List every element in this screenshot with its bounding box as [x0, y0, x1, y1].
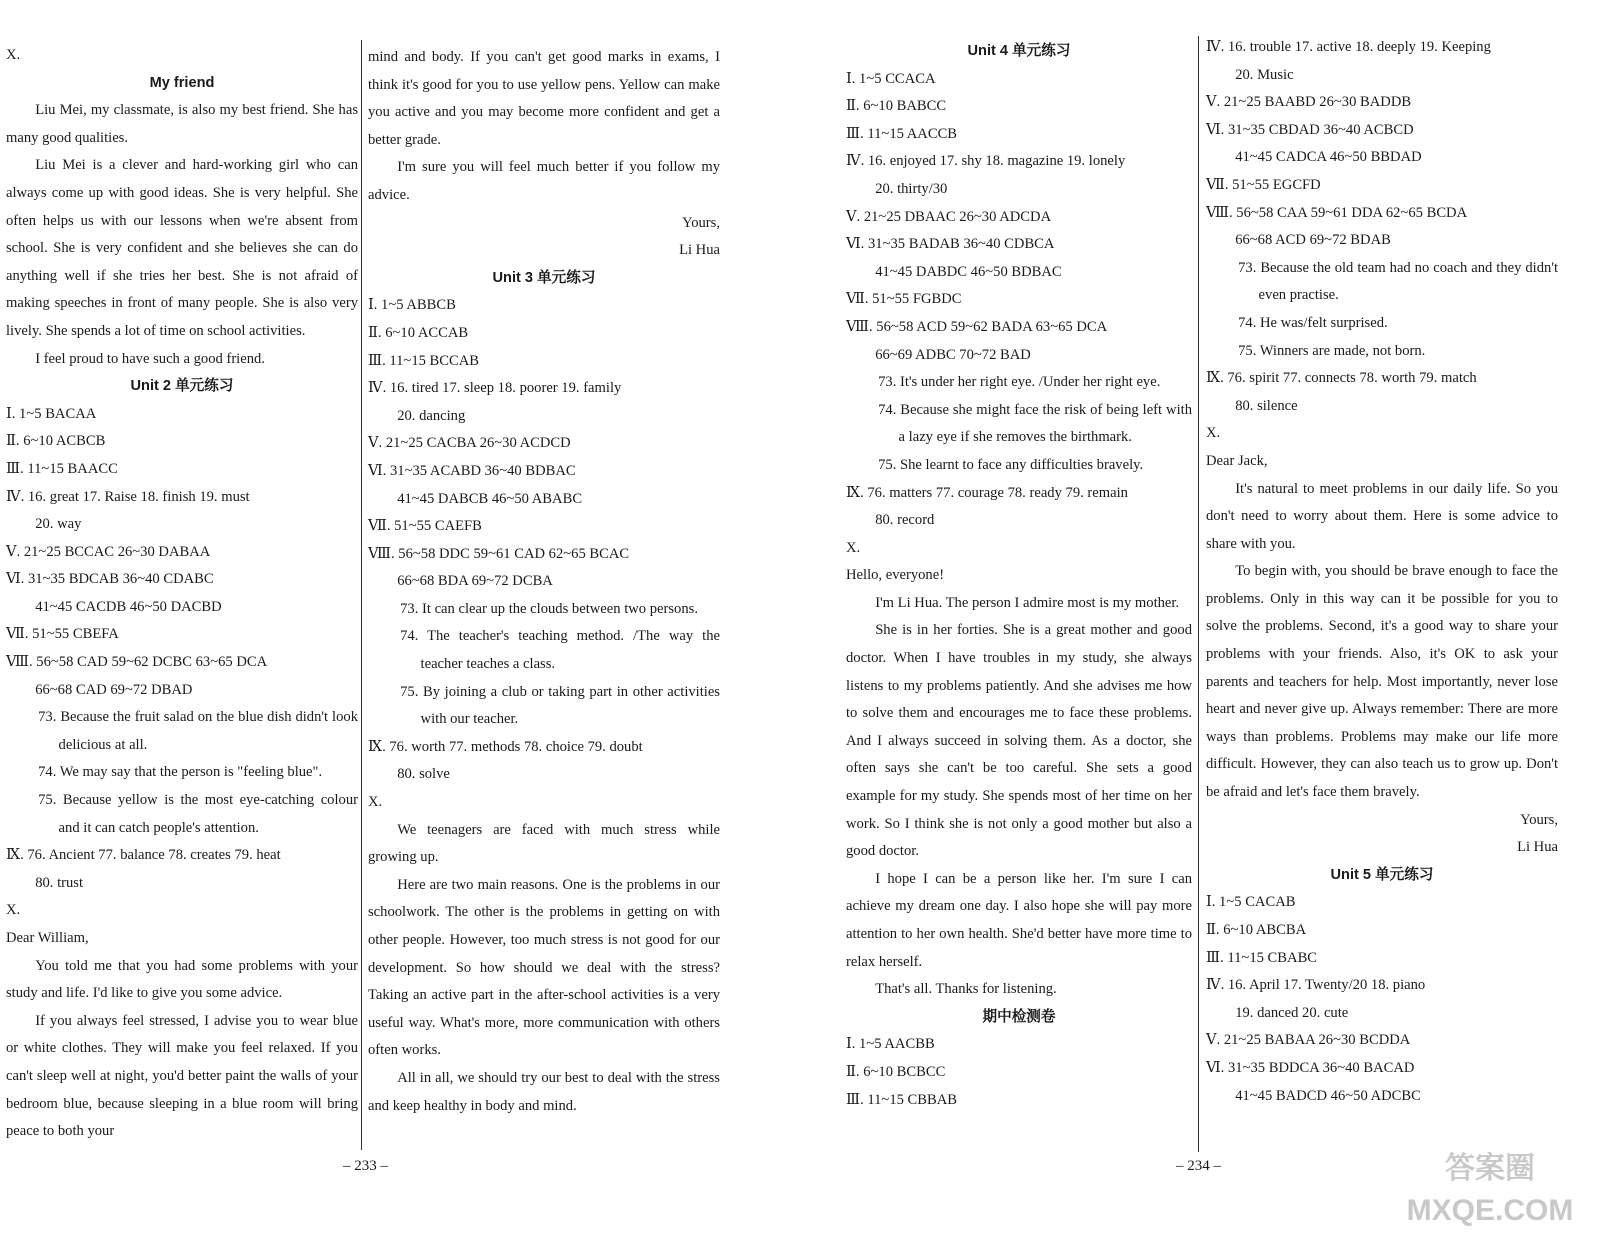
text-line: 41~45 CADCA 46~50 BBDAD: [1235, 149, 1422, 166]
text-line: Ⅱ. 6~10 BCBCC: [846, 1063, 946, 1080]
text-line: Ⅸ. 76. worth 77. methods 78. choice 79. doubt: [368, 738, 643, 755]
text-line: Ⅶ. 51~55 CBEFA: [6, 626, 119, 643]
text-line: Ⅱ. 6~10 ABCBA: [1206, 922, 1307, 938]
text-line: 75. By joining a club or taking part in other activities with our teacher.: [400, 683, 720, 728]
text-line: Ⅴ. 21~25 BCCAC 26~30 DABAA: [6, 543, 211, 560]
text-line: Ⅵ. 31~35 CBDAD 36~40 ACBCD: [1206, 121, 1414, 138]
text-line: Ⅴ. 21~25 BAABD 26~30 BADDB: [1206, 94, 1412, 111]
text-line: Ⅲ. 11~15 BAACC: [6, 460, 118, 477]
text-line: 75. She learnt to face any difficulties bravely.: [878, 456, 1144, 473]
text-line: Ⅰ. 1~5 AACBB: [846, 1036, 935, 1053]
text-line: 74. We may say that the person is "feeling blue".: [38, 764, 323, 781]
column-2: [368, 44, 720, 1120]
text-line: Ⅶ. 51~55 EGCFD: [1206, 176, 1321, 193]
text-line: All in all, we should try our best to deal with the stress and keep healthy in body and mind.: [368, 1069, 720, 1114]
text-line: She is in her forties. She is a great mother and good doctor. When I have troubles in my study, she always listens to my problems patiently. And she advises me how to solve them and encourages me to face these problems. And I always succeed in solving them. As a doctor, she often says she can't be too careful. She sets a good example for my study. She spends most of her time on her work. So I think she is not only a good mother but also a good doctor.: [846, 622, 1192, 860]
text-line: 74. He was/felt surprised.: [1238, 314, 1388, 331]
text-line: We teenagers are faced with much stress while growing up.: [368, 821, 720, 866]
text-line: Dear Jack,: [1206, 452, 1268, 469]
text-line: Ⅰ. 1~5 ABBCB: [368, 297, 456, 314]
text-line: Ⅵ. 31~35 BADAB 36~40 CDBCA: [846, 236, 1055, 253]
text-line: I hope I can be a person like her. I'm sure I can achieve my dream one day. I also hope she will pay more attention to her own health. She'd better have more time to relax herself.: [846, 870, 1192, 970]
text-line: X.: [6, 47, 21, 63]
text-line: Ⅴ. 21~25 DBAAC 26~30 ADCDA: [846, 208, 1052, 225]
text-line: 20. dancing: [397, 407, 466, 424]
text-line: Ⅸ. 76. matters 77. courage 78. ready 79. remain: [846, 484, 1128, 501]
text-line: Ⅷ. 56~58 CAD 59~62 DCBC 63~65 DCA: [6, 654, 268, 671]
text-line: 41~45 DABCB 46~50 ABABC: [397, 490, 583, 507]
text-line: 73. It can clear up the clouds between two persons.: [400, 600, 698, 617]
text-line: Dear William,: [6, 930, 89, 946]
text-line: Ⅱ. 6~10 ACCAB: [368, 324, 469, 341]
page-number-left: – 233 –: [343, 1158, 388, 1174]
text-line: 80. trust: [35, 874, 84, 891]
text-line: 66~68 BDA 69~72 DCBA: [397, 573, 553, 590]
text-line: Ⅲ. 11~15 CBABC: [1206, 949, 1318, 966]
text-line: 80. solve: [397, 766, 450, 783]
text-line: Liu Mei, my classmate, is also my best friend. She has many good qualities.: [6, 102, 358, 146]
text-line: 20. Music: [1235, 66, 1294, 83]
text-line: 74. Because she might face the risk of being left with a lazy eye if she removes the birthmark.: [878, 401, 1192, 446]
text-line: Yours,: [682, 214, 720, 231]
text-line: I'm sure you will feel much better if you follow my advice.: [368, 159, 720, 203]
section-heading: Unit 5 单元练习: [1330, 866, 1434, 883]
text-line: Ⅳ. 16. enjoyed 17. shy 18. magazine 19. lonely: [846, 153, 1126, 170]
text-line: Ⅷ. 56~58 DDC 59~61 CAD 62~65 BCAC: [368, 545, 630, 562]
text-line: Ⅰ. 1~5 CCACA: [846, 70, 936, 87]
text-line: X.: [6, 902, 21, 919]
text-line: 73. Because the fruit salad on the blue dish didn't look delicious at all.: [38, 709, 358, 753]
text-line: Yours,: [1520, 811, 1558, 828]
text-line: Ⅶ. 51~55 FGBDC: [846, 291, 962, 308]
text-line: 66~69 ADBC 70~72 BAD: [875, 346, 1031, 363]
text-line: 19. danced 20. cute: [1235, 1004, 1349, 1021]
text-line: Liu Mei is a clever and hard-working girl who can always come up with good ideas. She is very helpful. She often helps us with our lessons when we're absent from school. She is very confident and she believes she can do anything well if she tries her best. She is not afraid of making speeches in front of many people. She is also very lively. She spends a lot of time on school activities.: [6, 157, 358, 339]
column-3: [846, 38, 1192, 1114]
text-line: 80. silence: [1235, 397, 1298, 414]
text-line: 20. way: [35, 516, 82, 533]
text-line: 75. Winners are made, not born.: [1238, 342, 1426, 359]
column-4: [1206, 34, 1558, 1110]
text-line: Here are two main reasons. One is the problems in our schoolwork. The other is the problems in getting on with other people. However, too much stress is not good for our development. So how should we deal with the stress? Taking an active part in the after-school activities is a very useful way. What's more, more communication with others often works.: [368, 876, 720, 1059]
text-line: 80. record: [875, 512, 935, 529]
text-line: Ⅴ. 21~25 BABAA 26~30 BCDDA: [1206, 1032, 1411, 1049]
text-line: mind and body. If you can't get good marks in exams, I think it's good for you to use yellow pens. Yellow can make you active and you may become more confident and get a better grade.: [368, 49, 720, 148]
watermark-logo: [1390, 1136, 1590, 1236]
text-line: 74. The teacher's teaching method. /The way the teacher teaches a class.: [400, 628, 720, 673]
text-line: 41~45 CACDB 46~50 DACBD: [35, 598, 222, 615]
text-line: Ⅳ. 16. trouble 17. active 18. deeply 19. Keeping: [1206, 39, 1491, 55]
text-line: Ⅲ. 11~15 CBBAB: [846, 1091, 958, 1108]
text-line: X.: [368, 794, 383, 811]
text-line: Ⅳ. 16. April 17. Twenty/20 18. piano: [1206, 977, 1426, 994]
watermark-line-2: MXQE.COM: [1406, 1194, 1574, 1227]
text-line: Ⅸ. 76. Ancient 77. balance 78. creates 79. heat: [6, 847, 281, 864]
column-divider-right: [1198, 36, 1199, 1152]
text-line: Ⅲ. 11~15 BCCAB: [368, 352, 480, 369]
text-line: Ⅵ. 31~35 BDCAB 36~40 CDABC: [6, 571, 214, 588]
text-line: 73. It's under her right eye. /Under her right eye.: [878, 374, 1161, 391]
text-line: Ⅷ. 56~58 CAA 59~61 DDA 62~65 BCDA: [1206, 204, 1468, 221]
text-line: 66~68 CAD 69~72 DBAD: [35, 681, 193, 698]
text-line: Ⅵ. 31~35 BDDCA 36~40 BACAD: [1206, 1059, 1415, 1076]
text-line: Li Hua: [1517, 839, 1558, 856]
text-line: Ⅸ. 76. spirit 77. connects 78. worth 79. match: [1206, 370, 1477, 387]
text-line: 75. Because yellow is the most eye-catching colour and it can catch people's attention.: [38, 792, 358, 836]
text-line: 73. Because the old team had no coach and they didn't even practise.: [1238, 259, 1558, 304]
column-divider-left: [361, 40, 362, 1150]
text-line: Ⅳ. 16. tired 17. sleep 18. poorer 19. family: [368, 380, 622, 397]
text-line: That's all. Thanks for listening.: [875, 981, 1057, 998]
text-line: Ⅱ. 6~10 ACBCB: [6, 433, 106, 450]
text-line: 20. thirty/30: [875, 180, 948, 197]
text-line: X.: [846, 539, 861, 556]
text-line: Li Hua: [679, 242, 720, 259]
text-line: Ⅰ. 1~5 BACAA: [6, 405, 97, 422]
text-line: Ⅱ. 6~10 BABCC: [846, 98, 947, 115]
section-heading: Unit 4 单元练习: [967, 43, 1071, 59]
text-line: To begin with, you should be brave enough to face the problems. Only in this way can it be possible for you to solve the problems. Second, it's a good way to share your problems with your friends. Also, it's OK to ask your parents and teachers for help. Most importantly, never lose heart and never give up. Always remember: There are more ways than problems. Problems may make our life more difficult. However, they can also teach us to grow up. Don't be afraid and let's face them bravely.: [1206, 563, 1558, 801]
text-line: I feel proud to have such a good friend.: [35, 350, 265, 367]
text-line: Ⅷ. 56~58 ACD 59~62 BADA 63~65 DCA: [846, 318, 1108, 335]
text-line: Ⅵ. 31~35 ACABD 36~40 BDBAC: [368, 462, 576, 479]
section-heading: 期中检测卷: [982, 1008, 1056, 1025]
text-line: X.: [1206, 425, 1221, 442]
section-heading: My friend: [149, 74, 215, 91]
text-line: Ⅳ. 16. great 17. Raise 18. finish 19. must: [6, 488, 250, 505]
watermark-line-1: 答案圈: [1445, 1152, 1535, 1185]
section-heading: Unit 2 单元练习: [130, 378, 234, 395]
section-heading: Unit 3 单元练习: [492, 269, 596, 286]
text-line: It's natural to meet problems in our daily life. So you don't need to worry about them. Here is some advice to share with you.: [1206, 480, 1558, 552]
text-line: Ⅶ. 51~55 CAEFB: [368, 518, 482, 535]
text-line: Hello, everyone!: [846, 567, 945, 584]
page-number-right: – 234 –: [1176, 1158, 1221, 1174]
text-line: You told me that you had some problems with your study and life. I'd like to give you some advice.: [6, 957, 358, 1002]
text-line: 41~45 DABDC 46~50 BDBAC: [875, 263, 1062, 280]
text-line: If you always feel stressed, I advise you to wear blue or white clothes. They will make you feel relaxed. If you can't sleep well at night, you'd better paint the walls of your bedroom blue, because sleeping in a blue room will bring peace to both your: [6, 1012, 358, 1140]
text-line: Ⅴ. 21~25 CACBA 26~30 ACDCD: [368, 435, 571, 452]
column-1: [6, 42, 358, 1146]
text-line: 66~68 ACD 69~72 BDAB: [1235, 232, 1391, 249]
text-line: 41~45 BADCD 46~50 ADCBC: [1235, 1087, 1421, 1104]
text-line: Ⅰ. 1~5 CACAB: [1206, 894, 1296, 911]
text-line: I'm Li Hua. The person I admire most is my mother.: [875, 594, 1180, 611]
text-line: Ⅲ. 11~15 AACCB: [846, 125, 958, 142]
